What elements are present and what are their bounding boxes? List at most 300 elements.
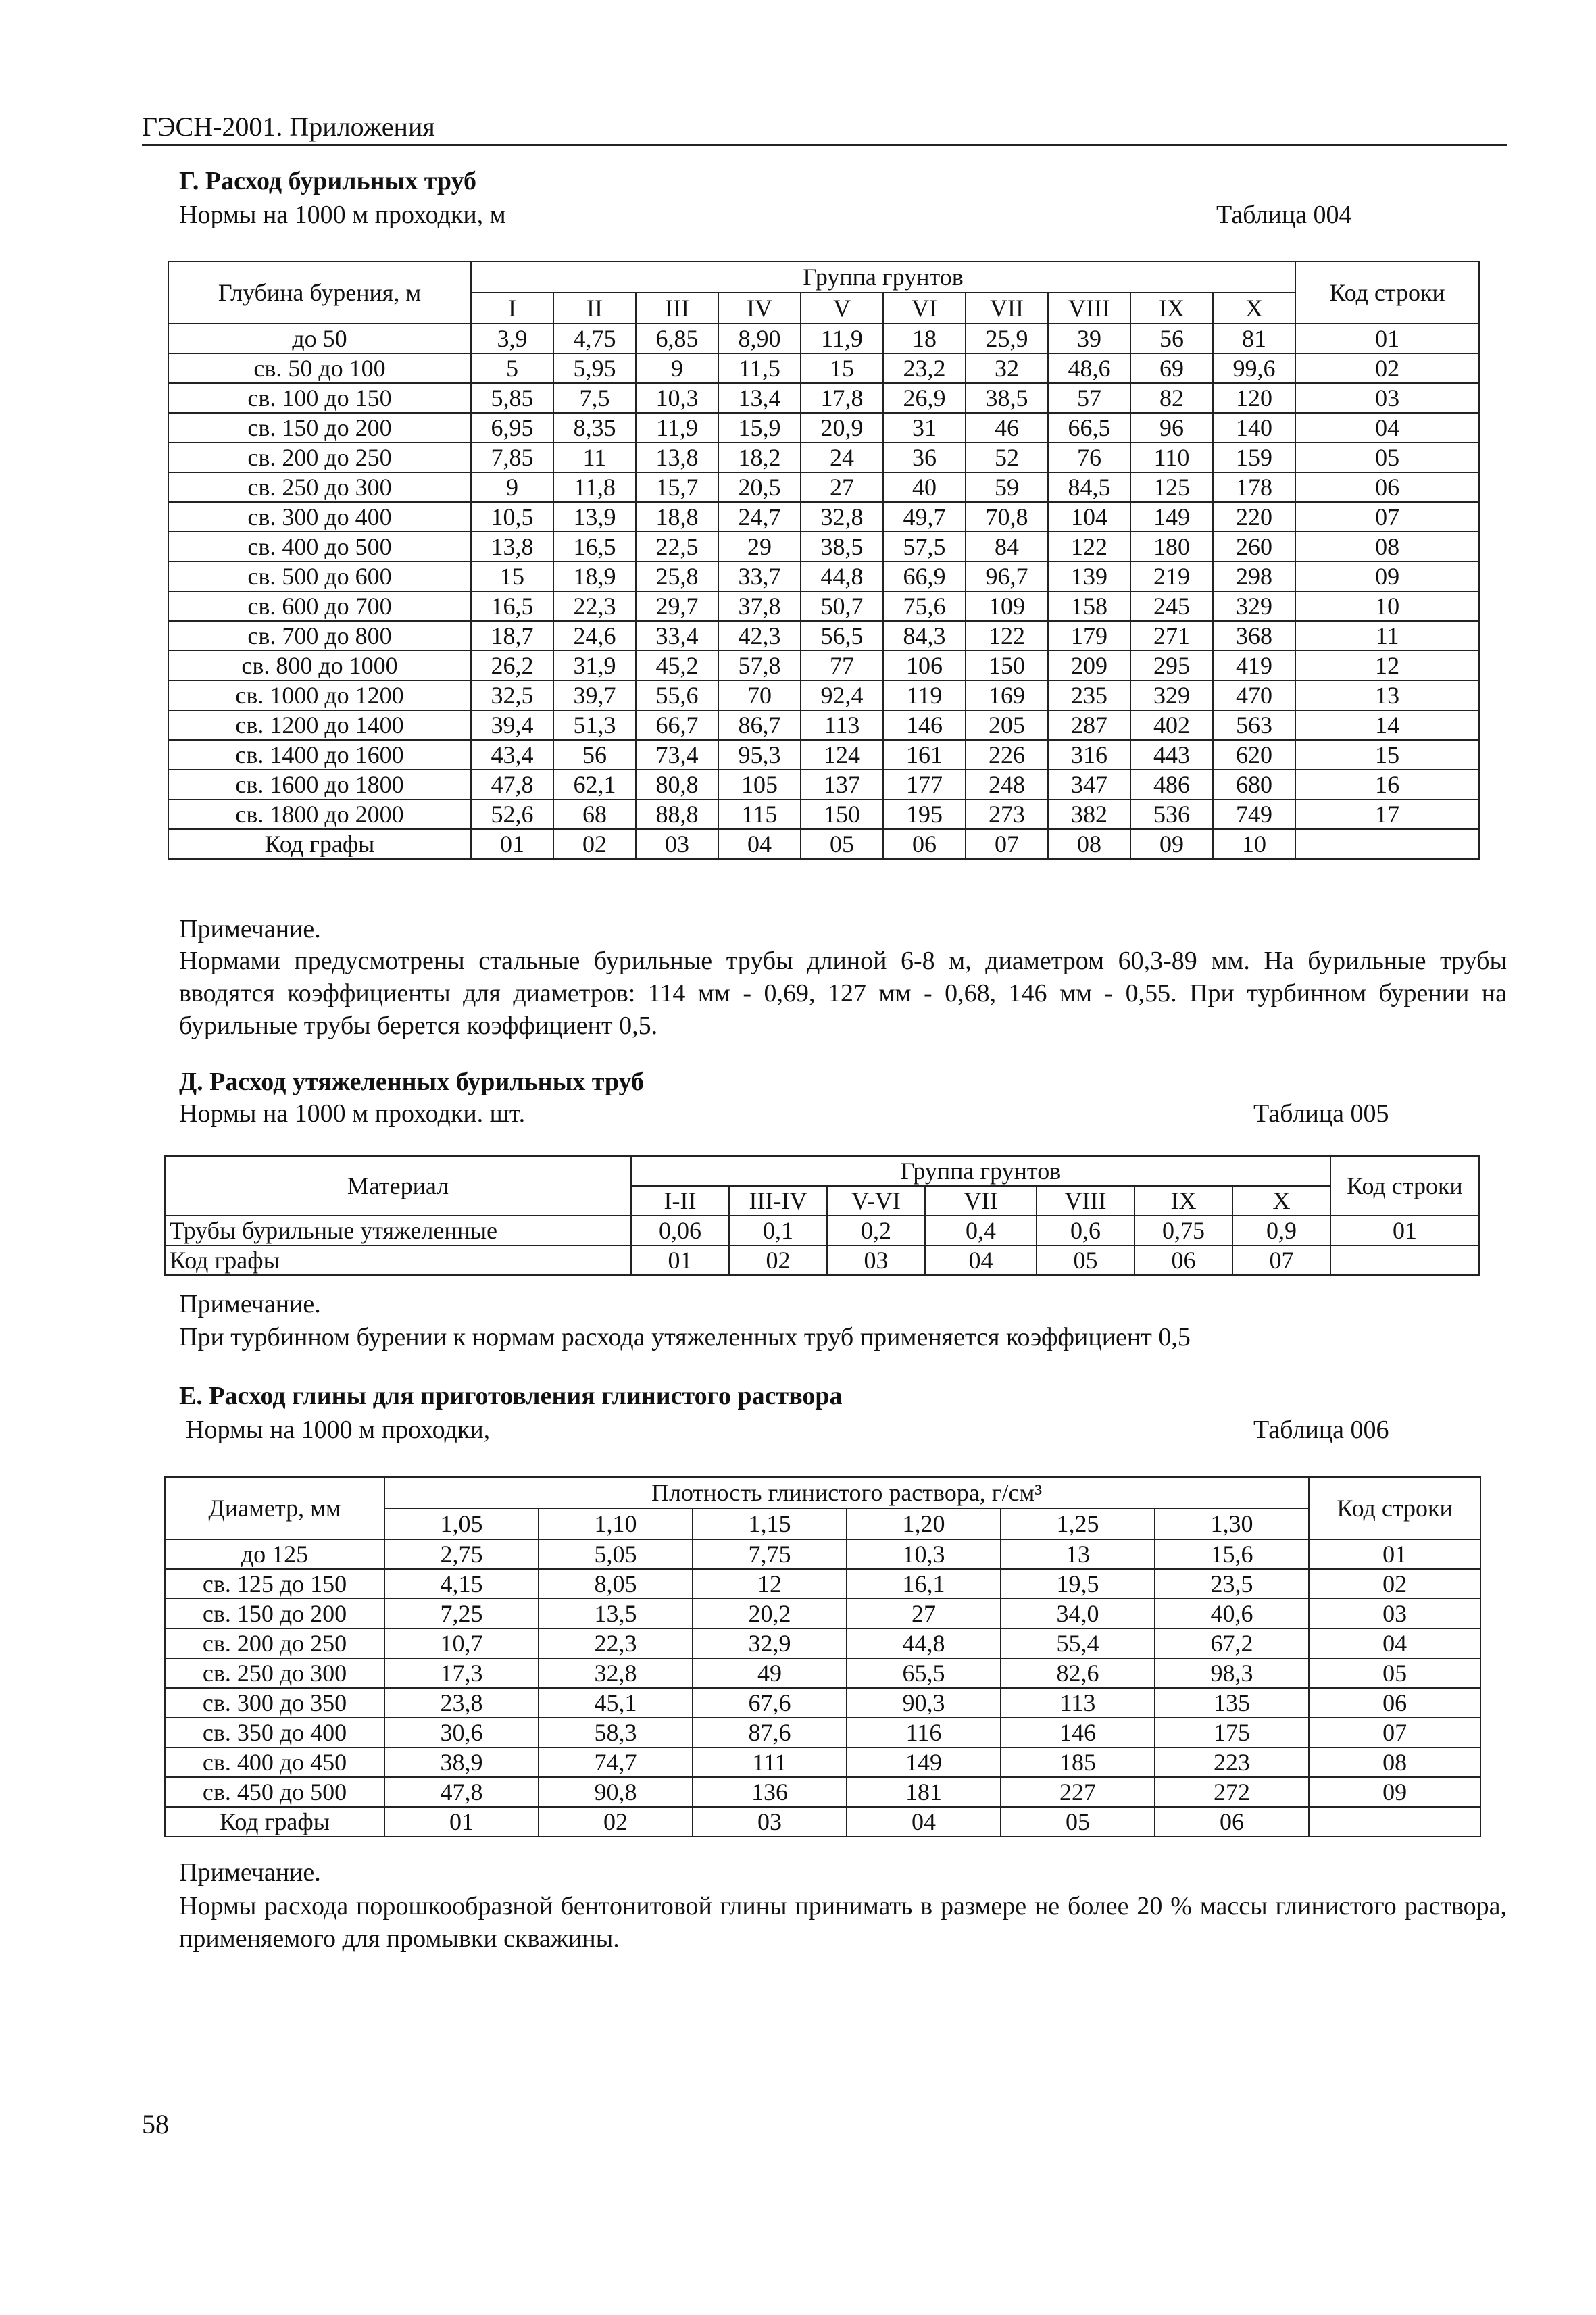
- row-code-cell: 05: [1295, 443, 1479, 472]
- value-cell: 44,8: [847, 1628, 1001, 1658]
- value-cell: 7,5: [553, 383, 636, 413]
- value-cell: 13,5: [539, 1599, 693, 1628]
- value-cell: 34,0: [1001, 1599, 1155, 1628]
- diameter-cell: св. 250 до 300: [165, 1658, 384, 1688]
- row-code-cell: 06: [1295, 472, 1479, 502]
- value-cell: 0,75: [1134, 1216, 1232, 1245]
- value-cell: 106: [883, 651, 966, 680]
- column-code-row: [165, 1807, 1480, 1837]
- value-cell: 8,35: [553, 413, 636, 443]
- section-g-subtitle: Нормы на 1000 м проходки, м: [179, 201, 506, 229]
- value-cell: 32,8: [539, 1658, 693, 1688]
- row-code-cell: 07: [1309, 1718, 1480, 1747]
- value-cell: 195: [883, 799, 966, 829]
- value-cell: 55,6: [636, 680, 718, 710]
- value-cell: 159: [1213, 443, 1295, 472]
- value-cell: 86,7: [718, 710, 801, 740]
- value-cell: 88,8: [636, 799, 718, 829]
- value-cell: 33,4: [636, 621, 718, 651]
- row-code-cell: 09: [1309, 1777, 1480, 1807]
- value-cell: 66,7: [636, 710, 718, 740]
- value-cell: 55,4: [1001, 1628, 1155, 1658]
- diameter-cell: св. 150 до 200: [165, 1599, 384, 1628]
- section-e-title: Е. Расход глины для приготовления глинистого раствора: [179, 1382, 843, 1410]
- value-cell: 4,15: [384, 1569, 539, 1599]
- column-code-cell: 02: [553, 829, 636, 859]
- value-cell: 18,2: [718, 443, 801, 472]
- depth-cell: св. 500 до 600: [168, 562, 471, 591]
- value-cell: 65,5: [847, 1658, 1001, 1688]
- value-cell: 56,5: [801, 621, 883, 651]
- material-header: Материал: [165, 1156, 631, 1216]
- depth-cell: св. 600 до 700: [168, 591, 471, 621]
- value-cell: 486: [1130, 770, 1213, 799]
- value-cell: 5: [471, 353, 553, 383]
- value-cell: 39,4: [471, 710, 553, 740]
- column-code-cell: 07: [966, 829, 1048, 859]
- value-cell: 104: [1048, 502, 1130, 532]
- value-cell: 67,6: [693, 1688, 847, 1718]
- value-cell: 43,4: [471, 740, 553, 770]
- empty-cell: [1295, 829, 1479, 859]
- value-cell: 56: [1130, 324, 1213, 353]
- row-code-cell: 01: [1295, 324, 1479, 353]
- value-cell: 5,85: [471, 383, 553, 413]
- value-cell: 443: [1130, 740, 1213, 770]
- depth-cell: св. 300 до 400: [168, 502, 471, 532]
- diameter-cell: св. 125 до 150: [165, 1569, 384, 1599]
- value-cell: 18: [883, 324, 966, 353]
- value-cell: 30,6: [384, 1718, 539, 1747]
- value-cell: 119: [883, 680, 966, 710]
- value-cell: 105: [718, 770, 801, 799]
- value-cell: 22,5: [636, 532, 718, 562]
- value-cell: 44,8: [801, 562, 883, 591]
- density-col-header: 1,15: [693, 1508, 847, 1539]
- value-cell: 76: [1048, 443, 1130, 472]
- value-cell: 22,3: [539, 1628, 693, 1658]
- section-d-subtitle: Нормы на 1000 м проходки. шт.: [179, 1099, 526, 1128]
- value-cell: 69: [1130, 353, 1213, 383]
- value-cell: 73,4: [636, 740, 718, 770]
- value-cell: 16,5: [471, 591, 553, 621]
- value-cell: 18,7: [471, 621, 553, 651]
- value-cell: 48,6: [1048, 353, 1130, 383]
- table-row: [168, 353, 1479, 383]
- row-code-cell: 15: [1295, 740, 1479, 770]
- table-row: [165, 1658, 1480, 1688]
- value-cell: 19,5: [1001, 1569, 1155, 1599]
- value-cell: 158: [1048, 591, 1130, 621]
- value-cell: 24,6: [553, 621, 636, 651]
- depth-cell: св. 1400 до 1600: [168, 740, 471, 770]
- value-cell: 111: [693, 1747, 847, 1777]
- value-cell: 402: [1130, 710, 1213, 740]
- value-cell: 9: [636, 353, 718, 383]
- group-header: Группа грунтов: [471, 262, 1295, 293]
- section-g-note-label: Примечание.: [179, 915, 321, 943]
- group-header-d: Группа грунтов: [631, 1156, 1330, 1186]
- column-code-cell: 10: [1213, 829, 1295, 859]
- table-row: [168, 562, 1479, 591]
- column-code-cell: 06: [883, 829, 966, 859]
- value-cell: 260: [1213, 532, 1295, 562]
- table-row: [168, 591, 1479, 621]
- value-cell: 25,8: [636, 562, 718, 591]
- value-cell: 122: [966, 621, 1048, 651]
- value-cell: 137: [801, 770, 883, 799]
- group-col-header: III: [636, 293, 718, 324]
- value-cell: 185: [1001, 1747, 1155, 1777]
- value-cell: 90,3: [847, 1688, 1001, 1718]
- value-cell: 749: [1213, 799, 1295, 829]
- value-cell: 52,6: [471, 799, 553, 829]
- value-cell: 109: [966, 591, 1048, 621]
- row-code-cell: 14: [1295, 710, 1479, 740]
- value-cell: 7,25: [384, 1599, 539, 1628]
- column-code-cell: 02: [729, 1245, 827, 1275]
- section-e-note-label: Примечание.: [179, 1858, 321, 1887]
- value-cell: 75,6: [883, 591, 966, 621]
- value-cell: 11: [553, 443, 636, 472]
- value-cell: 32,5: [471, 680, 553, 710]
- value-cell: 22,3: [553, 591, 636, 621]
- column-code-cell: 03: [693, 1807, 847, 1837]
- depth-cell: св. 800 до 1000: [168, 651, 471, 680]
- value-cell: 220: [1213, 502, 1295, 532]
- row-code-cell: 08: [1295, 532, 1479, 562]
- table-004-label: Таблица 004: [1216, 201, 1352, 229]
- value-cell: 51,3: [553, 710, 636, 740]
- group-col-header: IX: [1130, 293, 1213, 324]
- group-col-header: I: [471, 293, 553, 324]
- table-row: [168, 770, 1479, 799]
- value-cell: 4,75: [553, 324, 636, 353]
- density-col-header: 1,20: [847, 1508, 1001, 1539]
- value-cell: 98,3: [1155, 1658, 1309, 1688]
- value-cell: 26,9: [883, 383, 966, 413]
- value-cell: 62,1: [553, 770, 636, 799]
- value-cell: 10,3: [636, 383, 718, 413]
- empty-cell: [1330, 1245, 1479, 1275]
- value-cell: 29: [718, 532, 801, 562]
- empty-cell: [1309, 1807, 1480, 1837]
- column-code-cell: 03: [827, 1245, 925, 1275]
- value-cell: 16,1: [847, 1569, 1001, 1599]
- value-cell: 295: [1130, 651, 1213, 680]
- value-cell: 226: [966, 740, 1048, 770]
- value-cell: 15,6: [1155, 1539, 1309, 1569]
- table-004: [168, 261, 1480, 860]
- table-row: [168, 324, 1479, 353]
- value-cell: 59: [966, 472, 1048, 502]
- value-cell: 81: [1213, 324, 1295, 353]
- row-code-cell: 07: [1295, 502, 1479, 532]
- value-cell: 27: [801, 472, 883, 502]
- table-row: [165, 1216, 1479, 1245]
- depth-cell: св. 50 до 100: [168, 353, 471, 383]
- value-cell: 58,3: [539, 1718, 693, 1747]
- diameter-cell: св. 350 до 400: [165, 1718, 384, 1747]
- value-cell: 13: [1001, 1539, 1155, 1569]
- group-col-header: X: [1232, 1186, 1330, 1216]
- value-cell: 24,7: [718, 502, 801, 532]
- table-row: [168, 651, 1479, 680]
- value-cell: 33,7: [718, 562, 801, 591]
- value-cell: 99,6: [1213, 353, 1295, 383]
- value-cell: 32,9: [693, 1628, 847, 1658]
- value-cell: 287: [1048, 710, 1130, 740]
- row-code-cell: 04: [1295, 413, 1479, 443]
- row-code-cell: 16: [1295, 770, 1479, 799]
- density-header: Плотность глинистого раствора, г/см³: [384, 1477, 1309, 1508]
- depth-cell: до 50: [168, 324, 471, 353]
- column-code-cell: 01: [384, 1807, 539, 1837]
- value-cell: 12: [693, 1569, 847, 1599]
- value-cell: 66,5: [1048, 413, 1130, 443]
- value-cell: 17,3: [384, 1658, 539, 1688]
- value-cell: 235: [1048, 680, 1130, 710]
- value-cell: 563: [1213, 710, 1295, 740]
- value-cell: 169: [966, 680, 1048, 710]
- value-cell: 52: [966, 443, 1048, 472]
- value-cell: 2,75: [384, 1539, 539, 1569]
- value-cell: 66,9: [883, 562, 966, 591]
- table-006-label: Таблица 006: [1253, 1416, 1389, 1444]
- value-cell: 177: [883, 770, 966, 799]
- value-cell: 32: [966, 353, 1048, 383]
- table-005-label: Таблица 005: [1253, 1099, 1389, 1128]
- value-cell: 298: [1213, 562, 1295, 591]
- group-col-header: VI: [883, 293, 966, 324]
- value-cell: 67,2: [1155, 1628, 1309, 1658]
- row-code-cell: 17: [1295, 799, 1479, 829]
- depth-cell: св. 1600 до 1800: [168, 770, 471, 799]
- value-cell: 3,9: [471, 324, 553, 353]
- column-code-label: Код графы: [168, 829, 471, 859]
- value-cell: 82,6: [1001, 1658, 1155, 1688]
- value-cell: 24: [801, 443, 883, 472]
- value-cell: 113: [1001, 1688, 1155, 1718]
- table-row: [165, 1599, 1480, 1628]
- column-code-row: [168, 829, 1479, 859]
- column-code-cell: 01: [471, 829, 553, 859]
- value-cell: 13,8: [471, 532, 553, 562]
- table-row: [165, 1747, 1480, 1777]
- material-cell: Трубы бурильные утяжеленные: [165, 1216, 631, 1245]
- value-cell: 11,9: [801, 324, 883, 353]
- value-cell: 135: [1155, 1688, 1309, 1718]
- row-code-cell: 08: [1309, 1747, 1480, 1777]
- value-cell: 180: [1130, 532, 1213, 562]
- value-cell: 179: [1048, 621, 1130, 651]
- value-cell: 419: [1213, 651, 1295, 680]
- table-row: [168, 443, 1479, 472]
- value-cell: 47,8: [384, 1777, 539, 1807]
- value-cell: 82: [1130, 383, 1213, 413]
- section-d-note-label: Примечание.: [179, 1290, 321, 1318]
- value-cell: 45,1: [539, 1688, 693, 1718]
- table-row: [168, 472, 1479, 502]
- value-cell: 149: [1130, 502, 1213, 532]
- group-col-header: V-VI: [827, 1186, 925, 1216]
- table-row: [168, 383, 1479, 413]
- value-cell: 146: [883, 710, 966, 740]
- code-header: Код строки: [1295, 262, 1479, 324]
- value-cell: 39: [1048, 324, 1130, 353]
- diameter-cell: св. 200 до 250: [165, 1628, 384, 1658]
- value-cell: 80,8: [636, 770, 718, 799]
- row-code-cell: 02: [1295, 353, 1479, 383]
- value-cell: 227: [1001, 1777, 1155, 1807]
- value-cell: 125: [1130, 472, 1213, 502]
- value-cell: 42,3: [718, 621, 801, 651]
- value-cell: 536: [1130, 799, 1213, 829]
- value-cell: 113: [801, 710, 883, 740]
- value-cell: 6,85: [636, 324, 718, 353]
- value-cell: 23,5: [1155, 1569, 1309, 1599]
- table-row: [168, 740, 1479, 770]
- value-cell: 26,2: [471, 651, 553, 680]
- group-col-header: IV: [718, 293, 801, 324]
- value-cell: 15: [471, 562, 553, 591]
- value-cell: 347: [1048, 770, 1130, 799]
- diameter-cell: св. 400 до 450: [165, 1747, 384, 1777]
- value-cell: 74,7: [539, 1747, 693, 1777]
- value-cell: 57: [1048, 383, 1130, 413]
- row-code-cell: 02: [1309, 1569, 1480, 1599]
- depth-cell: св. 1800 до 2000: [168, 799, 471, 829]
- page-header: ГЭСН-2001. Приложения: [142, 110, 1507, 146]
- value-cell: 20,2: [693, 1599, 847, 1628]
- value-cell: 0,06: [631, 1216, 729, 1245]
- value-cell: 38,5: [966, 383, 1048, 413]
- value-cell: 139: [1048, 562, 1130, 591]
- value-cell: 38,9: [384, 1747, 539, 1777]
- value-cell: 10,7: [384, 1628, 539, 1658]
- page-number: 58: [142, 2109, 169, 2139]
- value-cell: 11,5: [718, 353, 801, 383]
- group-col-header: VII: [966, 293, 1048, 324]
- column-code-cell: 07: [1232, 1245, 1330, 1275]
- value-cell: 40: [883, 472, 966, 502]
- row-code-cell: 03: [1309, 1599, 1480, 1628]
- value-cell: 31,9: [553, 651, 636, 680]
- value-cell: 181: [847, 1777, 1001, 1807]
- column-code-label: Код графы: [165, 1807, 384, 1837]
- value-cell: 92,4: [801, 680, 883, 710]
- value-cell: 245: [1130, 591, 1213, 621]
- value-cell: 368: [1213, 621, 1295, 651]
- value-cell: 13,9: [553, 502, 636, 532]
- value-cell: 38,5: [801, 532, 883, 562]
- value-cell: 57,8: [718, 651, 801, 680]
- value-cell: 272: [1155, 1777, 1309, 1807]
- depth-cell: св. 1200 до 1400: [168, 710, 471, 740]
- value-cell: 31: [883, 413, 966, 443]
- value-cell: 124: [801, 740, 883, 770]
- table-row: [165, 1718, 1480, 1747]
- value-cell: 140: [1213, 413, 1295, 443]
- value-cell: 56: [553, 740, 636, 770]
- section-g-title: Г. Расход бурильных труб: [179, 167, 476, 195]
- row-code-cell: 13: [1295, 680, 1479, 710]
- column-code-cell: 06: [1134, 1245, 1232, 1275]
- value-cell: 273: [966, 799, 1048, 829]
- section-e-subtitle: Нормы на 1000 м проходки,: [186, 1416, 491, 1444]
- value-cell: 68: [553, 799, 636, 829]
- value-cell: 15,9: [718, 413, 801, 443]
- column-code-cell: 05: [1001, 1807, 1155, 1837]
- value-cell: 77: [801, 651, 883, 680]
- diameter-header: Диаметр, мм: [165, 1477, 384, 1539]
- value-cell: 96: [1130, 413, 1213, 443]
- value-cell: 329: [1130, 680, 1213, 710]
- column-code-cell: 05: [801, 829, 883, 859]
- group-col-header: VII: [925, 1186, 1037, 1216]
- value-cell: 8,90: [718, 324, 801, 353]
- value-cell: 248: [966, 770, 1048, 799]
- value-cell: 18,8: [636, 502, 718, 532]
- value-cell: 70,8: [966, 502, 1048, 532]
- value-cell: 209: [1048, 651, 1130, 680]
- value-cell: 46: [966, 413, 1048, 443]
- column-code-cell: 02: [539, 1807, 693, 1837]
- diameter-cell: до 125: [165, 1539, 384, 1569]
- column-code-cell: 03: [636, 829, 718, 859]
- row-code-cell: 09: [1295, 562, 1479, 591]
- depth-cell: св. 100 до 150: [168, 383, 471, 413]
- diameter-cell: св. 300 до 350: [165, 1688, 384, 1718]
- table-row: [165, 1777, 1480, 1807]
- depth-cell: св. 1000 до 1200: [168, 680, 471, 710]
- value-cell: 57,5: [883, 532, 966, 562]
- value-cell: 161: [883, 740, 966, 770]
- value-cell: 84,5: [1048, 472, 1130, 502]
- column-code-label: Код графы: [165, 1245, 631, 1275]
- value-cell: 0,6: [1037, 1216, 1134, 1245]
- table-row: [168, 710, 1479, 740]
- value-cell: 20,9: [801, 413, 883, 443]
- value-cell: 110: [1130, 443, 1213, 472]
- value-cell: 223: [1155, 1747, 1309, 1777]
- value-cell: 178: [1213, 472, 1295, 502]
- table-005: [164, 1155, 1480, 1276]
- value-cell: 37,8: [718, 591, 801, 621]
- value-cell: 8,05: [539, 1569, 693, 1599]
- section-e-note: Нормы расхода порошкообразной бентонитовой глины принимать в размере не более 20 % массы глинистого раствора, применяемого для промывки скважины.: [179, 1892, 1507, 1953]
- table-row: [168, 532, 1479, 562]
- value-cell: 0,9: [1232, 1216, 1330, 1245]
- column-code-cell: 01: [631, 1245, 729, 1275]
- value-cell: 50,7: [801, 591, 883, 621]
- table-006: [164, 1476, 1481, 1837]
- value-cell: 90,8: [539, 1777, 693, 1807]
- value-cell: 146: [1001, 1718, 1155, 1747]
- depth-cell: св. 700 до 800: [168, 621, 471, 651]
- value-cell: 87,6: [693, 1718, 847, 1747]
- row-code-cell: 01: [1309, 1539, 1480, 1569]
- depth-cell: св. 200 до 250: [168, 443, 471, 472]
- value-cell: 10,5: [471, 502, 553, 532]
- table-row: [168, 621, 1479, 651]
- value-cell: 13,4: [718, 383, 801, 413]
- value-cell: 95,3: [718, 740, 801, 770]
- value-cell: 120: [1213, 383, 1295, 413]
- value-cell: 16,5: [553, 532, 636, 562]
- code-header-d: Код строки: [1330, 1156, 1479, 1216]
- density-col-header: 1,05: [384, 1508, 539, 1539]
